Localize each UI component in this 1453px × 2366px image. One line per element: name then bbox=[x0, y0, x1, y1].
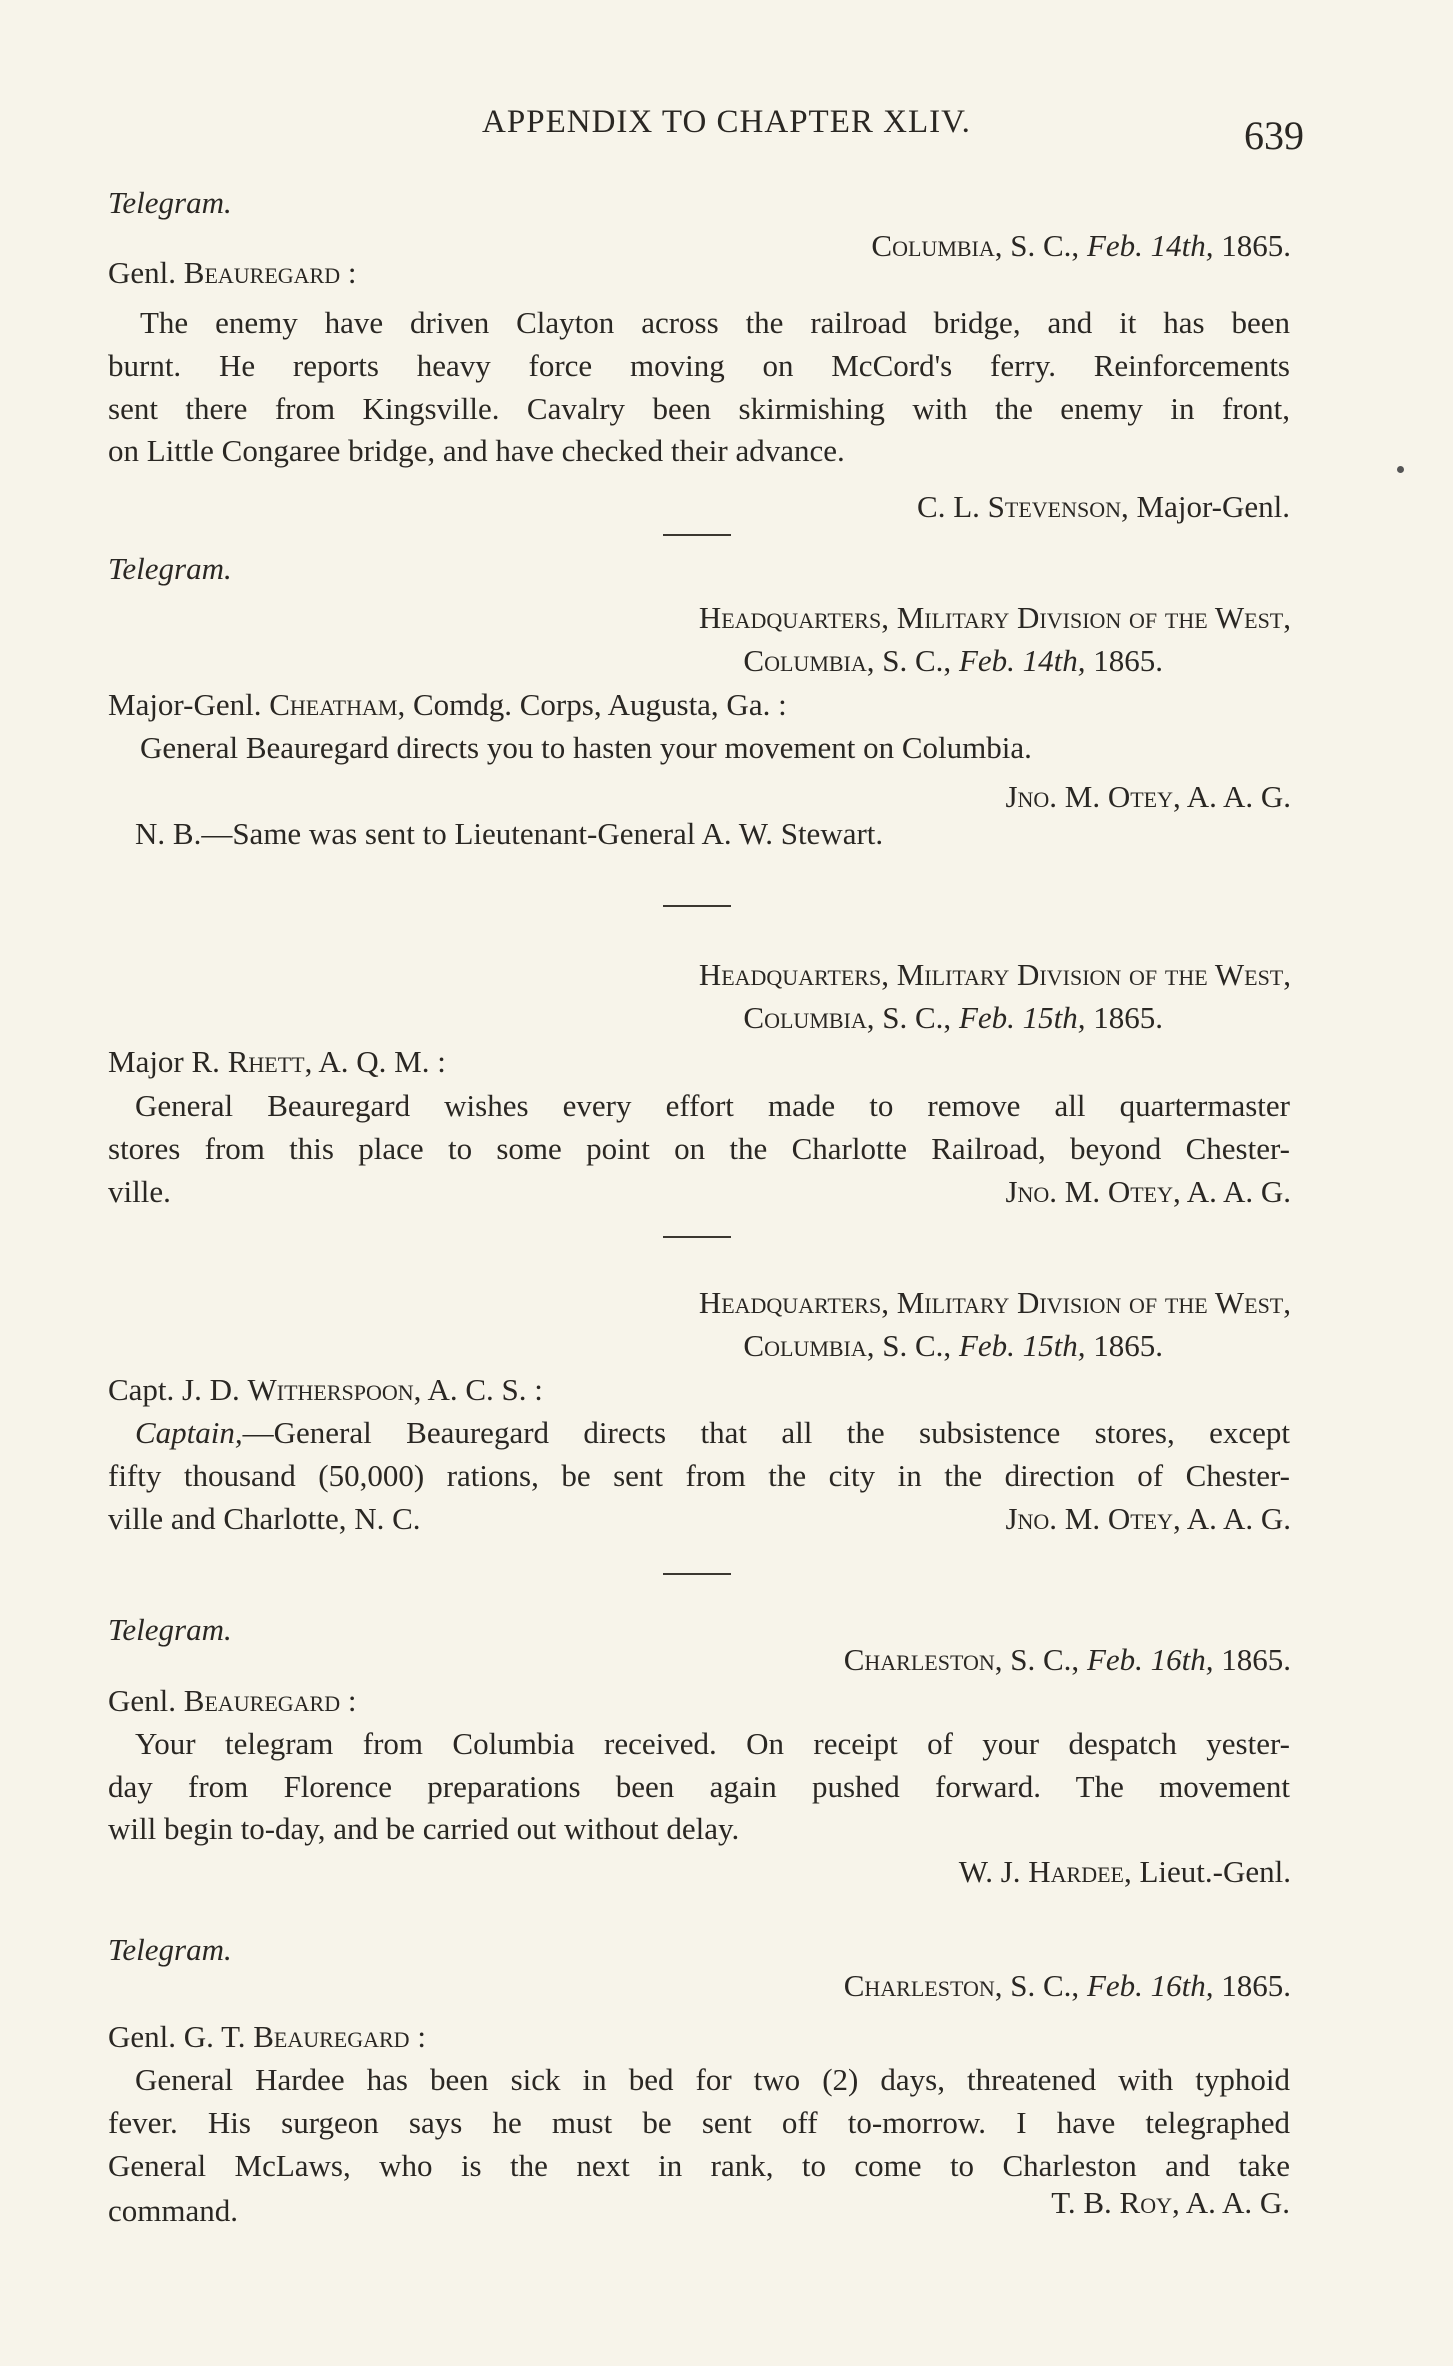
signature-title: Major-Genl. bbox=[1128, 489, 1290, 524]
telegram-label: Telegram. bbox=[108, 185, 232, 220]
addressee-suffix: : bbox=[340, 255, 357, 290]
body-text: —General Beauregard directs that all the subsistence stores, except bbox=[242, 1415, 1290, 1450]
body-line: day from Florence preparations been again pushed forward. The movement bbox=[108, 1769, 1290, 1804]
dateline-date: Feb. 16th, bbox=[1086, 1968, 1214, 2003]
addressee-name: Witherspoon bbox=[247, 1372, 414, 1407]
signature-title: A. A. G. bbox=[1179, 2185, 1290, 2220]
dateline-year: 1865. bbox=[1213, 228, 1291, 263]
signature bbox=[1051, 2182, 1290, 2224]
addressee bbox=[108, 2016, 426, 2058]
addressee bbox=[108, 1680, 356, 1722]
signature-name: W. J. Hardee, bbox=[958, 1854, 1132, 1889]
dateline-place-rest: , S. C., bbox=[866, 643, 959, 678]
telegram-label: Telegram. bbox=[108, 1612, 232, 1647]
body-line: stores from this place to some point on the Charlotte Railroad, beyond Chester- bbox=[108, 1131, 1290, 1166]
dateline-date: Feb. 16th, bbox=[1086, 1642, 1214, 1677]
addressee bbox=[108, 252, 356, 294]
addressee-suffix: : bbox=[409, 2019, 426, 2054]
dateline-year: 1865. bbox=[1213, 1642, 1291, 1677]
addressee-suffix: , A. Q. M. : bbox=[304, 1044, 446, 1079]
dateline-year: 1865. bbox=[1085, 643, 1163, 678]
telegram-label: Telegram. bbox=[108, 1932, 232, 1967]
dateline-place-rest: , S. C., bbox=[866, 1328, 959, 1363]
dateline-date: Feb. 15th, bbox=[958, 1328, 1086, 1363]
signature-name: Jno. M. Otey, bbox=[1005, 779, 1181, 814]
body-line: burnt. He reports heavy force moving on McCord's ferry. Reinforcements bbox=[108, 348, 1290, 383]
dateline bbox=[844, 1639, 1291, 1681]
addressee bbox=[108, 684, 787, 726]
signature-title: A. A. G. bbox=[1180, 779, 1291, 814]
signature-title: A. A. G. bbox=[1180, 1501, 1291, 1536]
body-line: sent there from Kingsville. Cavalry been skirmishing with the enemy in front, bbox=[108, 391, 1290, 426]
dateline-place-rest: , S. C., bbox=[866, 1000, 959, 1035]
body-line: ville. bbox=[108, 1174, 171, 1209]
addressee bbox=[108, 1041, 446, 1083]
addressee-suffix: , A. C. S. : bbox=[413, 1372, 543, 1407]
signature bbox=[917, 486, 1290, 528]
body-line: fifty thousand (50,000) rations, be sent from the city in the direction of Chester- bbox=[108, 1458, 1290, 1493]
section-divider bbox=[663, 534, 731, 536]
note: N. B.—Same was sent to Lieutenant-General A. W. Stewart. bbox=[135, 816, 884, 851]
headquarters-line: Headquarters, Military Division of the West, bbox=[698, 1285, 1291, 1320]
body-line: on Little Congaree bridge, and have checked their advance. bbox=[108, 433, 845, 468]
addressee-suffix: , Comdg. Corps, Augusta, Ga. : bbox=[397, 687, 787, 722]
addressee-prefix: Capt. J. D. bbox=[108, 1372, 248, 1407]
addressee-name: Rhett bbox=[227, 1044, 305, 1079]
dateline-place: Columbia bbox=[743, 1328, 867, 1363]
signature-name: Jno. M. Otey, bbox=[1005, 1501, 1181, 1536]
signature-title: A. A. G. bbox=[1180, 1174, 1291, 1209]
addressee-prefix: Major-Genl. bbox=[108, 687, 270, 722]
addressee-name: Cheatham bbox=[269, 687, 398, 722]
dateline-year: 1865. bbox=[1213, 1968, 1291, 2003]
body-line: will begin to-day, and be carried out without delay. bbox=[108, 1811, 740, 1846]
dateline-place: Columbia bbox=[871, 228, 995, 263]
dateline bbox=[743, 1325, 1163, 1367]
dateline-year: 1865. bbox=[1085, 1328, 1163, 1363]
headquarters-line: Headquarters, Military Division of the West, bbox=[698, 957, 1291, 992]
section-divider bbox=[663, 905, 731, 907]
body-line: command. bbox=[108, 2193, 238, 2228]
dateline-place-rest: , S. C., bbox=[994, 1968, 1087, 2003]
addressee-prefix: Genl. G. T. bbox=[108, 2019, 254, 2054]
body-line: General Beauregard directs you to hasten your movement on Columbia. bbox=[140, 730, 1032, 765]
dateline-place: Charleston bbox=[843, 1968, 995, 2003]
addressee-name: Beauregard bbox=[183, 1683, 341, 1718]
signature-name: T. B. Roy, bbox=[1051, 2185, 1180, 2220]
dateline-date: Feb. 14th, bbox=[958, 643, 1086, 678]
salutation: Captain, bbox=[135, 1415, 243, 1450]
dateline-place-rest: , S. C., bbox=[994, 1642, 1087, 1677]
telegram-label: Telegram. bbox=[108, 551, 232, 586]
dateline bbox=[743, 997, 1163, 1039]
body-line: General McLaws, who is the next in rank, to come to Charleston and take bbox=[108, 2148, 1290, 2183]
dateline-place-rest: , S. C., bbox=[994, 228, 1087, 263]
dateline-place: Charleston bbox=[843, 1642, 995, 1677]
body-line: The enemy have driven Clayton across the railroad bridge, and it has been bbox=[140, 305, 1290, 340]
addressee-name: Beauregard bbox=[253, 2019, 410, 2054]
headquarters-line: Headquarters, Military Division of the West, bbox=[698, 600, 1291, 635]
body-line: General Hardee has been sick in bed for two (2) days, threatened with typhoid bbox=[135, 2062, 1290, 2097]
addressee bbox=[108, 1369, 543, 1411]
body-line: ville and Charlotte, N. C. bbox=[108, 1501, 421, 1536]
signature-name: Jno. M. Otey, bbox=[1005, 1174, 1181, 1209]
dateline-date: Feb. 15th, bbox=[958, 1000, 1086, 1035]
addressee-prefix: Genl. bbox=[108, 255, 184, 290]
signature bbox=[1005, 776, 1291, 818]
addressee-suffix: : bbox=[340, 1683, 357, 1718]
signature bbox=[959, 1851, 1291, 1893]
dateline bbox=[743, 640, 1163, 682]
addressee-prefix: Genl. bbox=[108, 1683, 184, 1718]
body-line: General Beauregard wishes every effort made to remove all quartermaster bbox=[135, 1088, 1290, 1123]
body-line bbox=[135, 1412, 1290, 1454]
signature-name: C. L. Stevenson, bbox=[917, 489, 1129, 524]
dateline-year: 1865. bbox=[1085, 1000, 1163, 1035]
body-line: fever. His surgeon says he must be sent off to-morrow. I have telegraphed bbox=[108, 2105, 1290, 2140]
dateline-place: Columbia bbox=[743, 643, 867, 678]
page-number: 639 bbox=[1244, 113, 1304, 158]
dateline-date: Feb. 14th, bbox=[1086, 228, 1214, 263]
dateline bbox=[871, 225, 1291, 267]
addressee-prefix: Major R. bbox=[108, 1044, 228, 1079]
running-header: APPENDIX TO CHAPTER XLIV. bbox=[482, 104, 971, 140]
signature bbox=[1005, 1171, 1291, 1213]
margin-mark bbox=[1397, 466, 1404, 473]
body-line: Your telegram from Columbia received. On receipt of your despatch yester- bbox=[135, 1726, 1290, 1761]
dateline-place: Columbia bbox=[743, 1000, 867, 1035]
section-divider bbox=[663, 1573, 731, 1575]
signature bbox=[1005, 1498, 1291, 1540]
signature-title: Lieut.-Genl. bbox=[1131, 1854, 1291, 1889]
addressee-name: Beauregard bbox=[183, 255, 341, 290]
dateline bbox=[844, 1965, 1291, 2007]
section-divider bbox=[663, 1236, 731, 1238]
